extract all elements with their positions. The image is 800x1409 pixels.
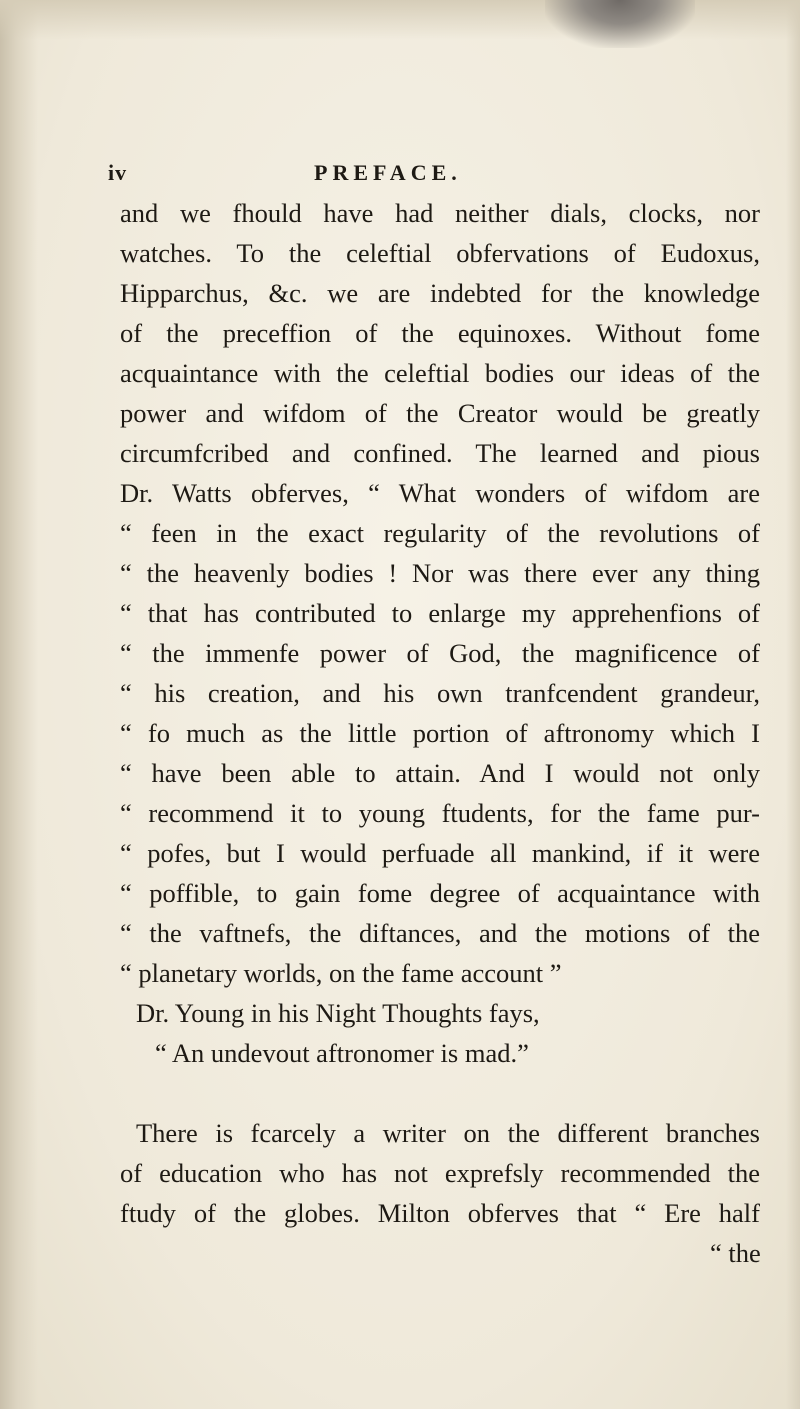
- text-line: and we fhould have had neither dials, clocks, nor: [120, 198, 760, 228]
- text-line: ftudy of the globes. Milton obferves that “ Ere half: [120, 1198, 760, 1228]
- text-line: circumfcribed and confined. The learned and pious: [120, 438, 760, 468]
- binding-mark: [545, 0, 695, 48]
- quote-line: “ fo much as the little portion of aftronomy which I: [120, 718, 760, 748]
- quote-line: “ the heavenly bodies ! Nor was there ever any thing: [120, 558, 760, 588]
- quote-line: “ pofes, but I would perfuade all mankind, if it were: [120, 838, 760, 868]
- quote-line: “ planetary worlds, on the fame account ”: [120, 958, 562, 988]
- quote-line: “ the immenfe power of God, the magnificence of: [120, 638, 760, 668]
- page-number: iv: [108, 160, 128, 185]
- text-line: power and wifdom of the Creator would be greatly: [120, 398, 760, 428]
- text-line: Hipparchus, &c. we are indebted for the knowledge: [120, 278, 760, 308]
- quote-line: “ the vaftnefs, the diftances, and the motions of the: [120, 918, 760, 948]
- quote-line: “ have been able to attain. And I would not only: [120, 758, 760, 788]
- running-head: PREFACE.: [314, 160, 462, 185]
- text-line: watches. To the celeftial obfervations of Eudoxus,: [120, 238, 760, 268]
- page-header: [108, 160, 748, 192]
- text-line: acquaintance with the celeftial bodies our ideas of the: [120, 358, 760, 388]
- text-line: Dr. Young in his Night Thoughts fays,: [136, 998, 540, 1028]
- catchword: “ the: [710, 1238, 761, 1268]
- page-gutter-shadow: [0, 0, 38, 1409]
- page-edge-shadow: [786, 0, 800, 1409]
- quote-line: “ his creation, and his own tranfcendent grandeur,: [120, 678, 760, 708]
- quote-line: “ feen in the exact regularity of the revolutions of: [120, 518, 760, 548]
- quote-line: “ that has contributed to enlarge my apprehenfions of: [120, 598, 760, 628]
- quote-line: “ recommend it to young ftudents, for the fame pur-: [120, 798, 760, 828]
- paragraph-first-line: There is fcarcely a writer on the different branches: [136, 1118, 760, 1148]
- text-line: Dr. Watts obferves, “ What wonders of wifdom are: [120, 478, 760, 508]
- verse-line: “ An undevout aftronomer is mad.”: [155, 1038, 529, 1068]
- text-line: of the preceffion of the equinoxes. Without fome: [120, 318, 760, 348]
- text-line: of education who has not exprefsly recommended the: [120, 1158, 760, 1188]
- quote-line: “ poffible, to gain fome degree of acquaintance with: [120, 878, 760, 908]
